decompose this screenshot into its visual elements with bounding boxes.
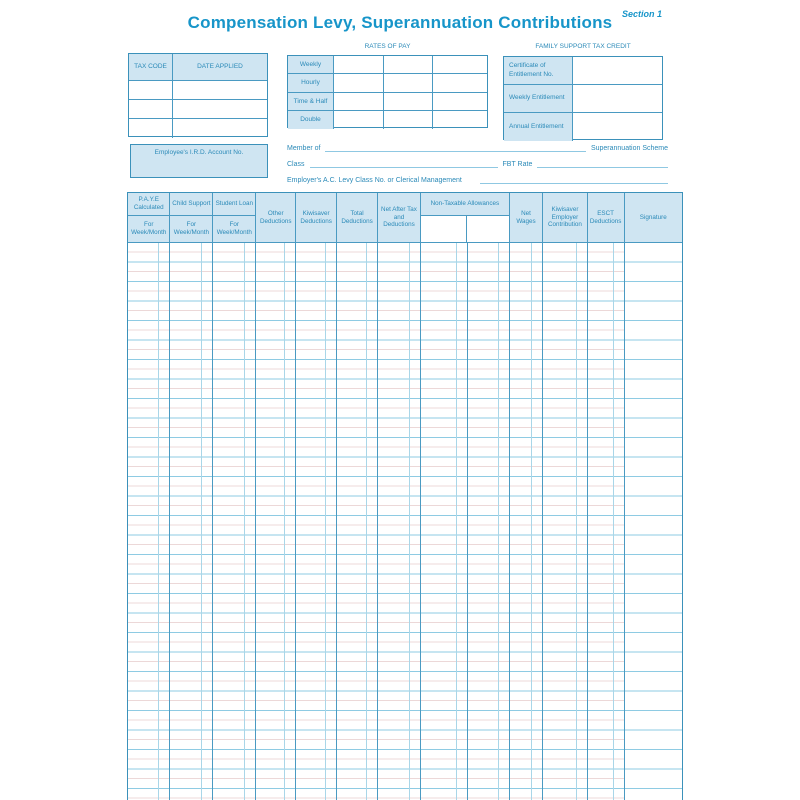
body-col-total-deductions[interactable]: [337, 243, 378, 800]
cents-divider: [366, 243, 367, 800]
body-col-non-taxable-1[interactable]: [421, 243, 468, 800]
rates-row-weekly: [288, 56, 487, 74]
rate-cell[interactable]: [334, 93, 384, 110]
family-support-table: [503, 56, 663, 140]
rate-cell[interactable]: [334, 111, 384, 129]
fstc-label: Weekly Entitlement: [504, 85, 573, 112]
tax-code-row: [129, 100, 267, 119]
tax-code-row: [129, 81, 267, 100]
fstc-row-annual: [504, 113, 662, 141]
cents-divider: [531, 243, 532, 800]
col-header-student-loan: [213, 193, 256, 242]
rate-cell[interactable]: [334, 74, 384, 91]
rate-cell[interactable]: [384, 56, 433, 73]
body-col-signature[interactable]: [625, 243, 682, 800]
tax-code-table: [128, 53, 268, 137]
member-of-blank[interactable]: [325, 143, 585, 152]
col-header-non-taxable-label: Non-Taxable Allowances: [430, 200, 500, 208]
col-header-paye-label: P.A.Y.E Calculated: [128, 193, 169, 216]
col-header-kiwisaver-employer-label: Kiwisaver Employer Contribution: [547, 205, 582, 229]
tax-code-table-header: [129, 54, 267, 81]
cents-divider: [613, 243, 614, 800]
cents-divider: [325, 243, 326, 800]
col-header-net-wages: [510, 193, 543, 242]
rate-cell[interactable]: [384, 111, 433, 129]
cents-divider: [498, 243, 499, 800]
col-header-kiwisaver-deductions-label: Kiwisaver Deductions: [300, 209, 332, 225]
col-header-other-deductions-label: Other Deductions: [259, 209, 292, 225]
col-header-paye-sublabel: For Week/Month: [131, 221, 167, 236]
date-applied-cell[interactable]: [173, 119, 267, 138]
tax-code-header-cell: TAX CODE: [129, 54, 173, 80]
col-header-signature: [625, 193, 682, 242]
fstc-cell[interactable]: [573, 113, 662, 141]
non-taxable-boxes: [421, 215, 509, 242]
col-header-child-support-label: Child Support: [170, 193, 212, 216]
tax-code-cell[interactable]: [129, 100, 173, 118]
tax-code-cell[interactable]: [129, 81, 173, 99]
col-header-kiwisaver-employer: [543, 193, 587, 242]
tax-code-row: [129, 119, 267, 138]
rates-row-hourly: [288, 74, 487, 92]
col-header-total-deductions: [337, 193, 378, 242]
body-col-net-wages[interactable]: [510, 243, 543, 800]
col-header-net-wages-label: Net Wages: [516, 209, 536, 225]
col-header-non-taxable-allowances: [421, 193, 510, 242]
rate-label: Time & Half: [288, 93, 334, 110]
non-taxable-box-1[interactable]: [421, 216, 467, 242]
section-label: Section 1: [621, 9, 662, 19]
col-header-student-loan-label: Student Loan: [213, 193, 255, 216]
body-col-child-support[interactable]: [170, 243, 213, 800]
date-applied-header-cell: DATE APPLIED: [197, 63, 243, 71]
cents-divider: [576, 243, 577, 800]
class-fbt-line: [287, 159, 668, 168]
col-header-other-deductions: [256, 193, 296, 242]
fstc-row-certificate: [504, 57, 662, 85]
ledger-body-grid[interactable]: [128, 243, 682, 800]
member-of-label: Member of: [287, 145, 321, 152]
body-col-student-loan[interactable]: [213, 243, 256, 800]
rate-cell[interactable]: [433, 74, 487, 91]
fbt-rate-blank[interactable]: [537, 159, 668, 168]
fstc-label: Annual Entitlement: [504, 113, 573, 141]
employer-levy-line: [287, 175, 668, 184]
member-of-line: [287, 143, 668, 152]
col-header-kiwisaver-deductions: [296, 193, 337, 242]
col-header-esct-deductions-label: ESCT Deductions: [589, 209, 622, 225]
rate-label: Double: [288, 111, 334, 129]
rates-row-time-and-half: [288, 93, 487, 111]
employer-levy-label: Employer's A.C. Levy Class No. or Clerical Management: [287, 177, 462, 184]
class-label: Class: [287, 161, 305, 168]
ledger-table: [127, 192, 683, 800]
cents-divider: [409, 243, 410, 800]
body-col-non-taxable-2[interactable]: [468, 243, 510, 800]
body-col-esct-deductions[interactable]: [588, 243, 625, 800]
rate-cell[interactable]: [384, 93, 433, 110]
rate-cell[interactable]: [334, 56, 384, 73]
body-col-other-deductions[interactable]: [256, 243, 296, 800]
ird-account-box[interactable]: Employee's I.R.D. Account No.: [130, 144, 268, 178]
col-header-paye: [128, 193, 170, 242]
body-col-kiwisaver-employer[interactable]: [543, 243, 587, 800]
cents-divider: [456, 243, 457, 800]
fstc-cell[interactable]: [573, 85, 662, 112]
cents-divider: [158, 243, 159, 800]
cents-divider: [284, 243, 285, 800]
family-support-caption: FAMILY SUPPORT TAX CREDIT: [535, 43, 631, 50]
rate-label: Hourly: [288, 74, 334, 91]
date-applied-cell[interactable]: [173, 100, 267, 118]
fstc-label: Certificate of Entitlement No.: [504, 57, 573, 84]
col-header-esct-deductions: [588, 193, 625, 242]
fbt-rate-label: FBT Rate: [502, 161, 533, 168]
non-taxable-box-2[interactable]: [467, 216, 509, 242]
rates-of-pay-caption: RATES OF PAY: [364, 43, 411, 50]
cents-divider: [244, 243, 245, 800]
superannuation-scheme-label: Superannuation Scheme: [590, 145, 668, 152]
body-col-paye[interactable]: [128, 243, 170, 800]
rate-cell[interactable]: [433, 56, 487, 73]
col-header-student-loan-sublabel: For Week/Month: [216, 221, 252, 236]
fstc-cell[interactable]: [573, 57, 662, 84]
rate-cell[interactable]: [384, 74, 433, 91]
rate-cell[interactable]: [433, 93, 487, 110]
class-blank[interactable]: [310, 159, 498, 168]
rate-label: Weekly: [288, 56, 334, 73]
rates-row-double: [288, 111, 487, 129]
employer-levy-blank[interactable]: [480, 175, 668, 184]
fstc-row-weekly: [504, 85, 662, 113]
rate-cell[interactable]: [433, 111, 487, 129]
date-applied-cell[interactable]: [173, 81, 267, 99]
col-header-child-support-sublabel: For Week/Month: [173, 221, 209, 236]
rates-of-pay-table: [287, 55, 488, 128]
cents-divider: [201, 243, 202, 800]
ledger-header: [128, 193, 682, 243]
body-col-kiwisaver-deductions[interactable]: [296, 243, 337, 800]
page-title: Compensation Levy, Superannuation Contributions: [187, 13, 613, 32]
col-header-net-after-tax-label: Net After Tax and Deductions: [381, 205, 417, 229]
col-header-net-after-tax: [378, 193, 421, 242]
col-header-signature-label: Signature: [639, 213, 667, 221]
col-header-child-support: [170, 193, 213, 242]
col-header-total-deductions-label: Total Deductions: [341, 209, 373, 225]
tax-code-cell[interactable]: [129, 119, 173, 138]
body-col-net-after-tax[interactable]: [378, 243, 421, 800]
